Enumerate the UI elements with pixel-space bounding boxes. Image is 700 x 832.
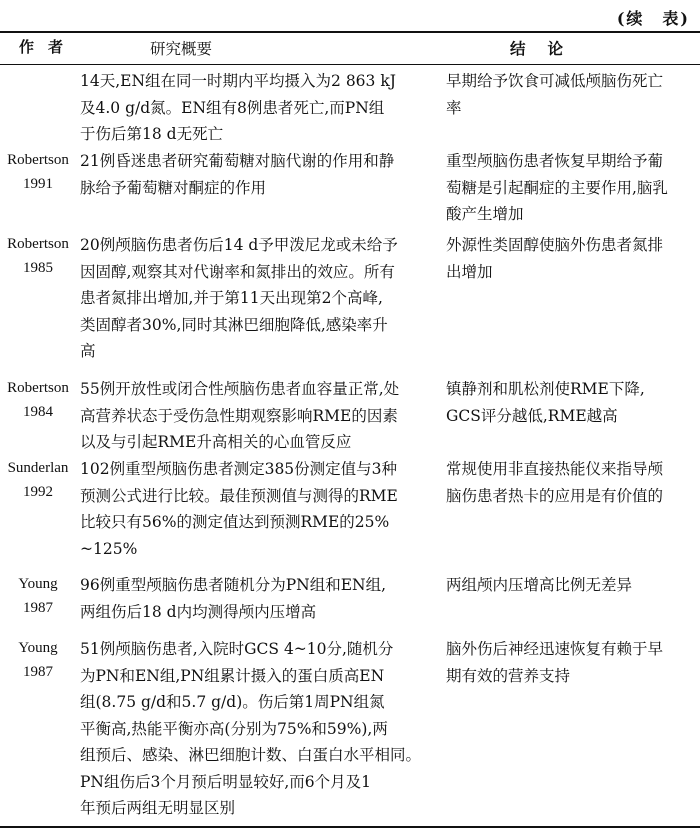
table-top-rule bbox=[0, 31, 700, 33]
author-cell bbox=[0, 636, 76, 684]
conclusion-line: 出增加 bbox=[446, 262, 493, 281]
header-conclusion: 结论 bbox=[510, 39, 586, 58]
author-cell bbox=[0, 376, 76, 424]
conclusion-line: 镇静剂和肌松剂使RME下降, bbox=[446, 380, 645, 398]
author-year: 1987 bbox=[23, 600, 53, 616]
summary-line: 平衡高,热能平衡亦高(分别为75%和59%),两 bbox=[80, 719, 388, 738]
summary-cell bbox=[80, 376, 430, 456]
summary-cell bbox=[80, 456, 430, 562]
conclusion-line: 重型颅脑伤患者恢复早期给予葡 bbox=[446, 152, 664, 170]
author-name: Robertson bbox=[7, 236, 69, 252]
conclusion-line: 萄糖是引起酮症的主要作用,脑乳 bbox=[446, 178, 668, 197]
author-name: Young bbox=[18, 576, 58, 592]
conclusion-cell bbox=[446, 636, 696, 689]
conclusion-line: 外源性类固醇使脑外伤患者氮排 bbox=[446, 236, 664, 254]
conclusion-cell bbox=[446, 232, 696, 285]
conclusion-line: 脑伤患者热卡的应用是有价值的 bbox=[446, 486, 664, 505]
summary-line: 于伤后第18 d无死亡 bbox=[80, 125, 224, 143]
conclusion-line: 脑外伤后神经迅速恢复有赖于早 bbox=[446, 640, 664, 658]
summary-line: 组(8.75 g/d和5.7 g/d)。伤后第1周PN组氮 bbox=[80, 693, 385, 711]
conclusion-line: 期有效的营养支持 bbox=[446, 666, 571, 685]
continued-label: (续 表) bbox=[616, 9, 690, 28]
author-cell bbox=[0, 572, 76, 620]
author-name: Robertson bbox=[7, 152, 69, 168]
conclusion-line: 酸产生增加 bbox=[446, 205, 524, 223]
header-author: 作者 bbox=[18, 40, 77, 56]
summary-line: 高营养状态于受伤急性期观察影响RME的因素 bbox=[80, 406, 398, 425]
summary-line: 脉给予葡萄糖对酮症的作用 bbox=[80, 178, 267, 197]
summary-line: 55例开放性或闭合性颅脑伤患者血容量正常,处 bbox=[80, 380, 400, 398]
summary-line: 组预后、感染、淋巴细胞计数、白蛋白水平相同。 bbox=[80, 746, 422, 764]
conclusion-cell bbox=[446, 456, 696, 509]
summary-line: 为PN和EN组,PN组累计摄入的蛋白质高EN bbox=[80, 666, 385, 685]
summary-cell bbox=[80, 232, 430, 365]
summary-line: 以及与引起RME升高相关的心血管反应 bbox=[80, 433, 352, 451]
author-year: 1991 bbox=[23, 176, 53, 192]
conclusion-cell bbox=[446, 376, 696, 429]
author-year: 1985 bbox=[23, 260, 53, 276]
author-name: Young bbox=[18, 640, 58, 656]
header-summary: 研究概要 bbox=[150, 40, 213, 58]
author-year: 1984 bbox=[23, 404, 53, 420]
author-year: 1992 bbox=[23, 484, 53, 500]
summary-line: 患者氮排出增加,并于第11天出现第2个高峰, bbox=[80, 289, 383, 307]
conclusion-cell bbox=[446, 68, 696, 121]
summary-line: 因固醇,观察其对代谢率和氮排出的效应。所有 bbox=[80, 262, 395, 281]
summary-cell bbox=[80, 68, 430, 148]
author-cell bbox=[0, 456, 76, 504]
conclusion-line: GCS评分越低,RME越高 bbox=[446, 406, 618, 425]
author-name: Sunderlan bbox=[7, 460, 69, 476]
summary-cell bbox=[80, 148, 430, 201]
summary-line: 20例颅脑伤患者伤后14 d予甲泼尼龙或未给予 bbox=[80, 236, 398, 254]
summary-line: 类固醇者30%,同时其淋巴细胞降低,感染率升 bbox=[80, 315, 388, 334]
author-year: 1987 bbox=[23, 664, 53, 680]
table-header-rule bbox=[0, 64, 700, 65]
summary-line: 比较只有56%的测定值达到预测RME的25% bbox=[80, 513, 390, 531]
summary-cell bbox=[80, 636, 430, 822]
author-name: Robertson bbox=[7, 380, 69, 396]
summary-line: ~125% bbox=[80, 539, 138, 558]
conclusion-line: 常规使用非直接热能仪来指导颅 bbox=[446, 460, 664, 478]
summary-line: 96例重型颅脑伤患者随机分为PN组和EN组, bbox=[80, 576, 387, 594]
conclusion-line: 率 bbox=[446, 98, 462, 117]
summary-line: 年预后两组无明显区别 bbox=[80, 799, 236, 817]
summary-line: 及4.0 g/d氮。EN组有8例患者死亡,而PN组 bbox=[80, 98, 385, 117]
conclusion-line: 早期给予饮食可减低颅脑伤死亡 bbox=[446, 72, 664, 90]
conclusion-cell bbox=[446, 148, 696, 228]
summary-line: 高 bbox=[80, 342, 96, 360]
summary-line: 两组伤后18 d内均测得颅内压增高 bbox=[80, 602, 317, 621]
author-cell bbox=[0, 148, 76, 196]
author-cell bbox=[0, 232, 76, 280]
summary-line: 102例重型颅脑伤患者测定385份测定值与3种 bbox=[80, 460, 398, 478]
summary-line: 51例颅脑伤患者,入院时GCS 4~10分,随机分 bbox=[80, 640, 394, 658]
summary-line: PN组伤后3个月预后明显较好,而6个月及1 bbox=[80, 772, 372, 791]
summary-line: 14天,EN组在同一时期内平均摄入为2 863 kJ bbox=[80, 72, 396, 90]
table-bottom-rule bbox=[0, 826, 700, 828]
conclusion-line: 两组颅内压增高比例无差异 bbox=[446, 576, 633, 594]
summary-line: 21例昏迷患者研究葡萄糖对脑代谢的作用和静 bbox=[80, 152, 395, 170]
summary-line: 预测公式进行比较。最佳预测值与测得的RME bbox=[80, 486, 398, 505]
conclusion-cell bbox=[446, 572, 696, 599]
summary-cell bbox=[80, 572, 430, 625]
